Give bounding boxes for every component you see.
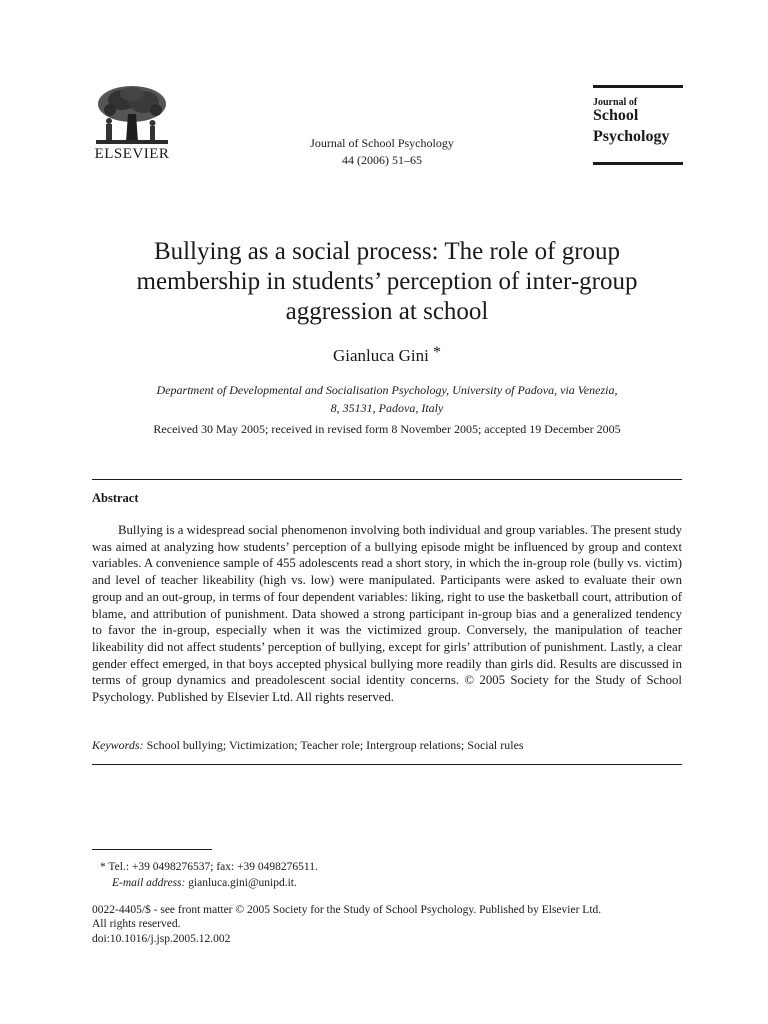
journal-masthead bbox=[593, 85, 683, 165]
author-line bbox=[92, 344, 682, 366]
footnote-rule bbox=[92, 849, 212, 850]
keywords-label: Keywords: bbox=[92, 738, 144, 752]
masthead-journal-of: Journal of bbox=[593, 97, 638, 108]
keywords bbox=[92, 738, 682, 753]
abstract-body bbox=[92, 522, 682, 706]
abstract-text: Bullying is a widespread social phenomenon involving both individual and group variables. The present study was aimed at analyzing how students’ perception of a bullying episode might be influenced by group and context variables. A convenience sample of 455 adolescents read a short story, in which the in-group role (bully vs. victim) and level of teacher likeability (high vs. low) were manipulated. Participants were asked to evaluate their own group and an out-group, in terms of four dependent variables: liking, right to use the basketball court, attribution of blame, and attribution of punishment. Data showed a strong participant in-group bias and a generalized tendency to favor the in-group, especially when it was the victimized group. Conversely, the manipulation of teacher likeability did not affect students’ perception of bullying, except for girls’ attribution of punishment. Lastly, a clear gender effect emerged, in that boys accepted physical bullying more readily than girls did. Results are discussed in terms of group dynamics and preadolescent social identity concerns. bbox=[92, 523, 682, 688]
front-matter-line: 0022-4405/$ - see front matter © 2005 Society for the Study of School Psychology. Published by Elsevier Ltd. bbox=[92, 904, 602, 916]
abstract-heading: Abstract bbox=[92, 491, 139, 505]
author-name: Gianluca Gini bbox=[332, 346, 429, 365]
abstract-copyright: © 2005 Society for the Study of School Psychology. Published by Elsevier Ltd. All rights reserved. bbox=[92, 673, 682, 705]
journal-name: Journal of School Psychology bbox=[310, 136, 454, 150]
keywords-list: School bullying; Victimization; Teacher role; Intergroup relations; Social rules bbox=[146, 738, 524, 752]
email-label: E-mail address: bbox=[112, 877, 186, 889]
affiliation-line-2: 8, 35131, Padova, Italy bbox=[330, 401, 444, 415]
footnote-contact: * Tel.: +39 0498276537; fax: +39 0498276511. bbox=[100, 861, 318, 873]
masthead-school: School bbox=[593, 107, 639, 124]
masthead-bottom-rule bbox=[593, 162, 683, 165]
abstract-top-rule bbox=[92, 479, 682, 480]
masthead-top-rule bbox=[593, 85, 683, 88]
publisher-name: ELSEVIER bbox=[94, 146, 170, 162]
author-affiliation bbox=[92, 381, 682, 417]
corresponding-author-mark[interactable]: * bbox=[433, 344, 442, 361]
journal-citation bbox=[250, 135, 514, 169]
journal-volume-pages: 44 (2006) 51–65 bbox=[342, 153, 422, 167]
email-address[interactable]: gianluca.gini@unipd.it. bbox=[188, 877, 297, 889]
article-title: Bullying as a social process: The role of group membership in students’ perception of inter-group aggression at school bbox=[136, 238, 638, 325]
abstract-bottom-rule bbox=[92, 764, 682, 765]
affiliation-line-1: Department of Developmental and Socialisation Psychology, University of Padova, via Venezia, bbox=[156, 383, 618, 397]
doi-link[interactable]: doi:10.1016/j.jsp.2005.12.002 bbox=[92, 933, 231, 945]
footnote-email bbox=[112, 877, 297, 889]
received-dates: Received 30 May 2005; received in revised form 8 November 2005; accepted 19 December 2005 bbox=[153, 422, 621, 436]
masthead-psychology: Psychology bbox=[593, 128, 670, 145]
rights-reserved: All rights reserved. bbox=[92, 918, 181, 930]
